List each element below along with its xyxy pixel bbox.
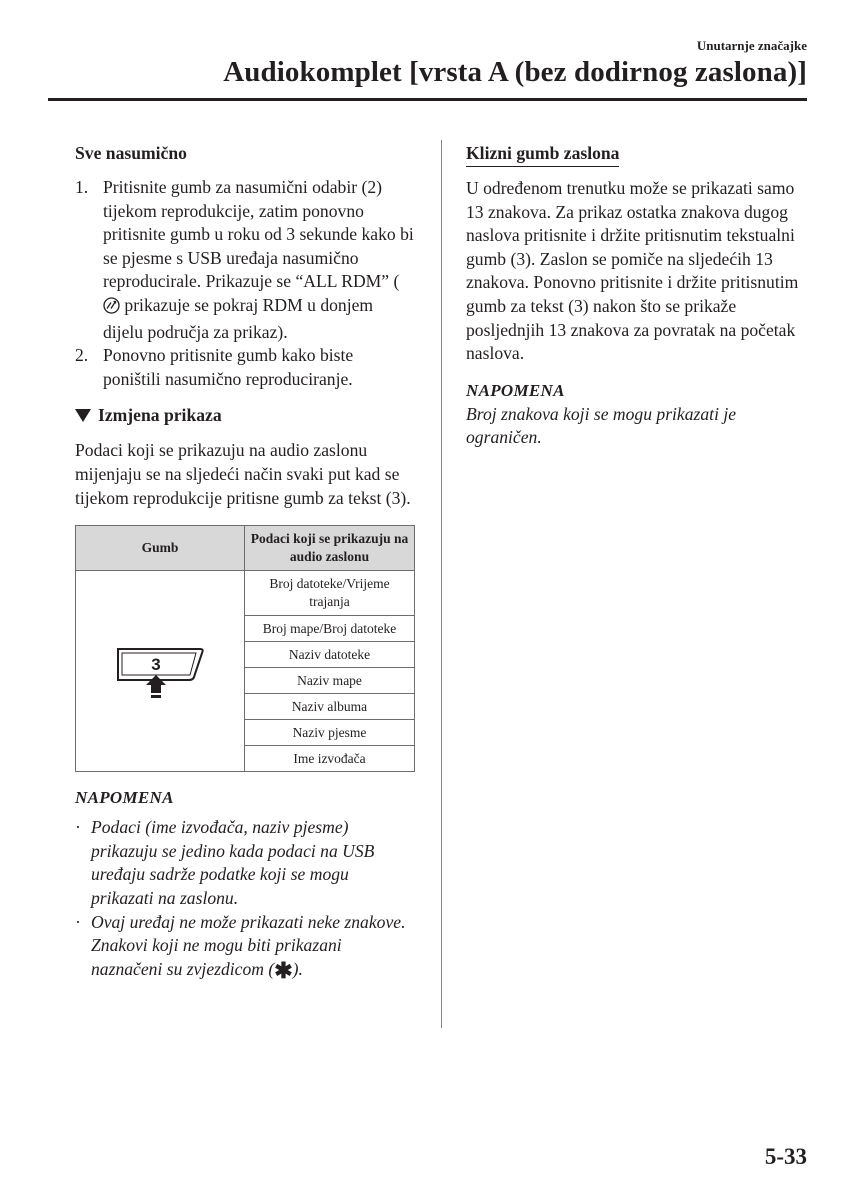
- left-column: [75, 142, 415, 981]
- right-column: [466, 142, 811, 450]
- shuffle-icon: [103, 297, 120, 321]
- scroll-paragraph: U određenom trenutku može se prikazati samo 13 znakova. Za prikaz ostatka znakova dugog naslova pritisnite i držite pritisnutim tekstualni gumb (3). Zaslon se pomiče na sljedećih 13 znakova. Ponovno pritisnite i držite pritisnutim gumb za tekst (3) nakon što se prikaže posljednjih 13 znakova za povratak na početak naslova.: [466, 178, 799, 364]
- page-number: 5-33: [764, 1144, 807, 1169]
- text-button-icon: [110, 639, 210, 699]
- note-text-right: Broj znakova koji se mogu prikazati je ograničen.: [466, 403, 737, 448]
- bullet: ·: [75, 911, 81, 932]
- table-cell: Naziv mape: [245, 668, 415, 694]
- header-rule: [48, 98, 807, 101]
- table-cell: Broj mape/Broj datoteke: [245, 616, 415, 642]
- table-cell: Broj datoteke/Vrijeme trajanja: [245, 571, 415, 616]
- note-item: [75, 911, 415, 982]
- note-heading-right: NAPOMENA: [466, 380, 565, 400]
- step-text-continued: prikazuje se pokraj RDM u donjem dijelu područja za prikaz).: [103, 294, 374, 342]
- note-text: Podaci (ime izvođača, naziv pjesme) prikazuju se jedino kada podaci na USB uređaju sadrže podatke koji se mogu prikazati na zaslonu.: [91, 817, 375, 908]
- step-number: 1.: [75, 177, 89, 197]
- heading-change-display-label: Izmjena prikaza: [98, 405, 222, 426]
- button-cell: [76, 571, 245, 772]
- step-2: [75, 344, 415, 391]
- step-1: [75, 176, 415, 344]
- note-text-end: ).: [292, 958, 303, 979]
- text-button-label: 3: [151, 654, 161, 674]
- note-item: [75, 816, 415, 910]
- table-cell: Naziv datoteke: [245, 642, 415, 668]
- bullet: ·: [75, 817, 81, 838]
- asterisk-icon: ✱: [274, 957, 293, 983]
- page-title: Audiokomplet [vrsta A (bez dodirnog zaslona)]: [223, 56, 807, 88]
- heading-change-display: [75, 405, 415, 426]
- table-row: [76, 571, 415, 616]
- table-cell: Naziv pjesme: [245, 720, 415, 746]
- table-header-row: [76, 526, 415, 571]
- table-header-data: Podaci koji se prikazuju na audio zaslonu: [245, 526, 415, 571]
- heading-scroll-button: [466, 142, 811, 167]
- display-paragraph: Podaci koji se prikazuju na audio zaslonu mijenjaju se na sljedeći način svaki put kad se tijekom reprodukcije pritisne gumb za tekst (3).: [75, 440, 411, 508]
- step-text: Pritisnite gumb za nasumični odabir (2) tijekom reprodukcije, zatim ponovno pritisnite gumb u roku od 3 sekunde kako bi se pjesme s USB uređaja nasumično reproducirale. Prikazuje se “ALL RDM” (: [103, 177, 414, 292]
- table-header-button: Gumb: [76, 526, 245, 571]
- column-divider: [441, 140, 442, 1028]
- step-text: Ponovno pritisnite gumb kako biste poništili nasumično reproduciranje.: [103, 345, 354, 389]
- note-text: Ovaj uređaj ne može prikazati neke znakove. Znakovi koji ne mogu biti prikazani naznačeni su zvjezdicom (: [91, 911, 406, 979]
- table-cell: Ime izvođača: [245, 746, 415, 772]
- section-title: Unutarnje značajke: [696, 38, 807, 53]
- table-cell: Naziv albuma: [245, 694, 415, 720]
- note-heading-left: NAPOMENA: [75, 788, 174, 808]
- heading-scroll-button-label: Klizni gumb zaslona: [466, 142, 619, 167]
- display-table: [75, 525, 415, 772]
- heading-shuffle-all: Sve nasumično: [75, 143, 187, 163]
- triangle-marker-icon: [75, 409, 91, 422]
- steps-list: [75, 176, 415, 391]
- step-number: 2.: [75, 345, 89, 366]
